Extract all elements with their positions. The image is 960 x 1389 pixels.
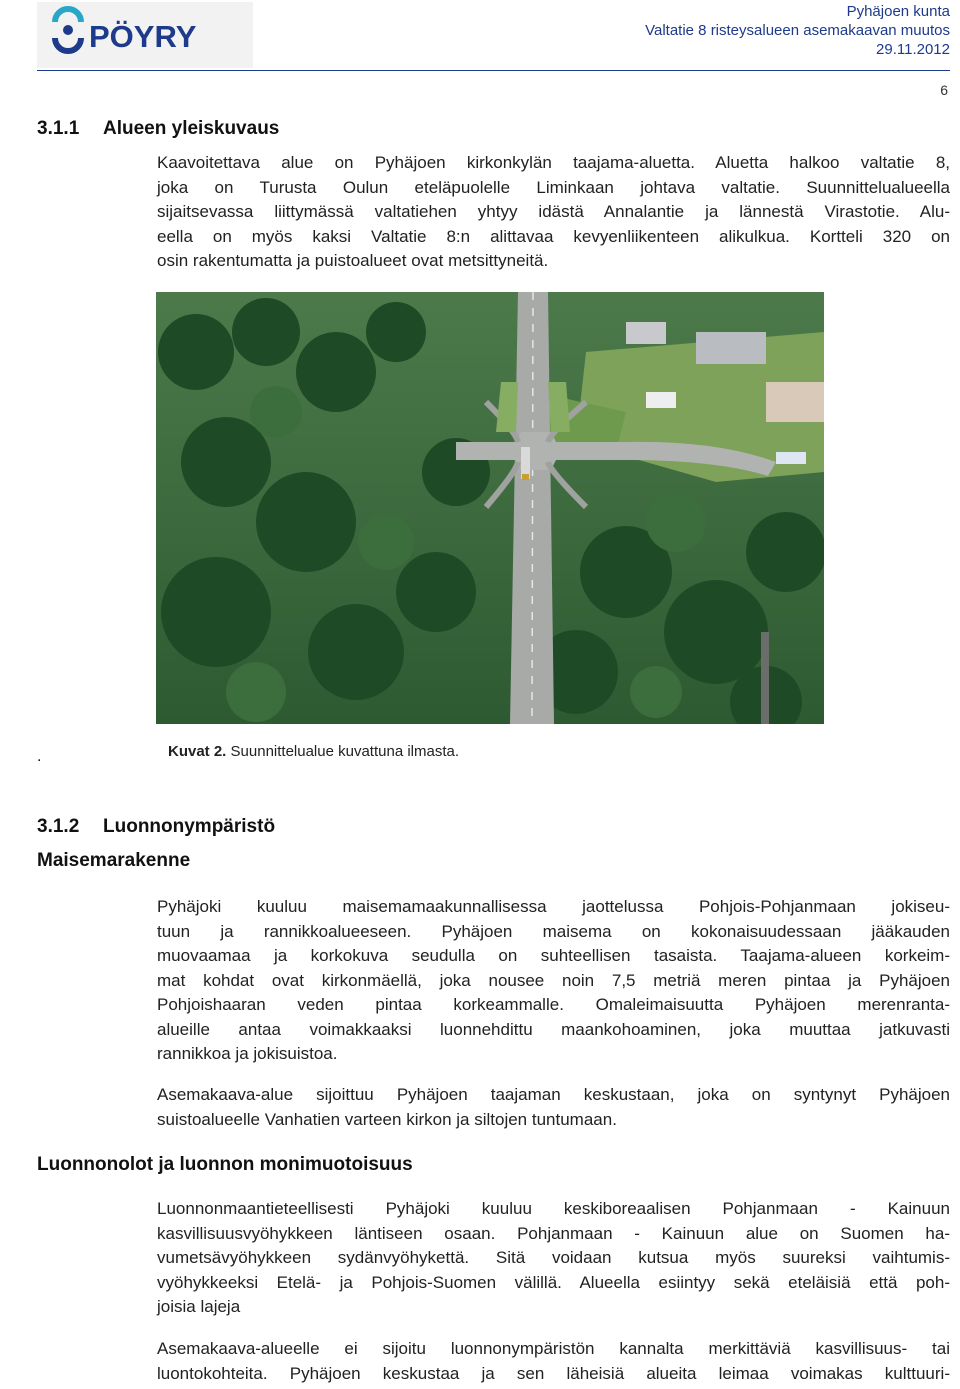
text-line: Pyhäjoki kuuluu maisemamaakunnallisessa jaottelussa Pohjois-Pohjanmaan jokiseu-	[157, 897, 950, 916]
text-line: vumetsävyöhykkeen sydänvyöhykettä. Sitä voidaan kutsua myös suureksi vaihtumis-	[157, 1248, 950, 1267]
figure-dot: .	[37, 748, 42, 765]
section-title: Alueen yleiskuvaus	[103, 118, 280, 139]
text-line: joka on Turusta Oulun eteläpuolelle Liminkaan johtava valtatie. Suunnittelualueella	[157, 177, 950, 197]
subheading-maisemarakenne: Maisemarakenne	[37, 850, 191, 871]
text-line: luontokohteita. Pyhäjoen keskustaa ja sen läheisiä alueita leimaa voimakas kulttuuri-	[157, 1363, 950, 1383]
text-line: suistoalueelle Vanhatien varteen kirkon ja siltojen tuntumaan.	[157, 1109, 617, 1129]
text-line: Luonnonmaantieteellisesti Pyhäjoki kuuluu keskiboreaalisen Pohjanmaan - Kainuun	[157, 1199, 950, 1218]
paragraph-kasvillisuus	[157, 1337, 950, 1386]
caption-label: Kuvat 2.	[168, 743, 227, 760]
header-municipality: Pyhäjoen kunta	[846, 3, 950, 20]
paragraph-asemakaava-alue	[157, 1083, 950, 1132]
page-number: 6	[940, 82, 948, 98]
text-line: osin rakentumatta ja puistoalueet ovat metsittyneitä.	[157, 251, 549, 270]
text-line: Asemakaava-alue sijoittuu Pyhäjoen taajaman keskustaan, joka on syntynyt Pyhäjoen	[157, 1085, 950, 1104]
text-line: vyöhykkeeksi Etelä- ja Pohjois-Suomen välillä. Alueella esiintyy sekä eteläisiä että poh-	[157, 1272, 950, 1292]
paragraph-maisemarakenne	[157, 895, 950, 1067]
figure-caption	[168, 743, 459, 760]
text-line: alueille antaa voimakkaaksi luonnehdittu maankohoaminen, joka muuttaa jatkuvasti	[157, 1019, 950, 1039]
section-title: Luonnonympäristö	[103, 816, 276, 837]
header-date: 29.11.2012	[876, 41, 950, 58]
text-line: joisia lajeja	[157, 1297, 241, 1316]
paragraph-alueen-yleiskuvaus	[157, 151, 950, 274]
text-line: rannikkoa ja jokisuistoa.	[157, 1044, 338, 1063]
text-line: sijaitsevassa liittymässä valtatiehen yhtyy idästä Annalantie ja lännestä Virastotie. Alu-	[157, 202, 950, 221]
text-line: mat kohdat ovat kirkonmäellä, joka nousee noin 7,5 metriä meren pintaa ja Pyhäjoen	[157, 970, 950, 990]
header-project-title: Valtatie 8 risteysalueen asemakaavan muutos	[645, 22, 950, 39]
section-heading-3-1-2	[37, 816, 275, 838]
text-line: eella on myös kaksi Valtatie 8:n alittavaa kevyenliikenteen alikulkua. Kortteli 320 on	[157, 226, 950, 246]
logo-text: PÖYRY	[89, 19, 197, 54]
subheading-luonnonolot: Luonnonolot ja luonnon monimuotoisuus	[37, 1154, 413, 1175]
text-line: Kaavoitettava alue on Pyhäjoen kirkonkylän taajama-aluetta. Aluetta halkoo valtatie 8,	[157, 153, 950, 172]
header-rule	[37, 70, 950, 71]
text-line: Asemakaava-alueelle ei sijoitu luonnonympäristön kannalta merkittäviä kasvillisuus- tai	[157, 1339, 950, 1358]
aerial-photo	[156, 292, 824, 724]
section-number: 3.1.2	[37, 816, 80, 837]
section-heading-3-1-1	[37, 118, 279, 140]
paragraph-luonnonolot	[157, 1197, 950, 1320]
poyry-logo	[37, 2, 253, 68]
text-line: tuun ja rannikkoalueeseen. Pyhäjoen maisema on kokonaisuudessaan jääkauden	[157, 921, 950, 941]
text-line: Pohjoishaaran veden pintaa korkeammalle. Omaleimaisuutta Pyhäjoen merenranta-	[157, 995, 950, 1014]
text-line: muovaamaa ja korkokuva seudulla on suhteellisen tasaista. Taajama-alueen korkeim-	[157, 946, 950, 965]
section-number: 3.1.1	[37, 118, 80, 139]
caption-text: Suunnittelualue kuvattuna ilmasta.	[230, 743, 460, 760]
text-line: kasvillisuusvyöhykkeen läntiseen osaan. Pohjanmaan - Kainuun alue on Suomen ha-	[157, 1223, 950, 1243]
